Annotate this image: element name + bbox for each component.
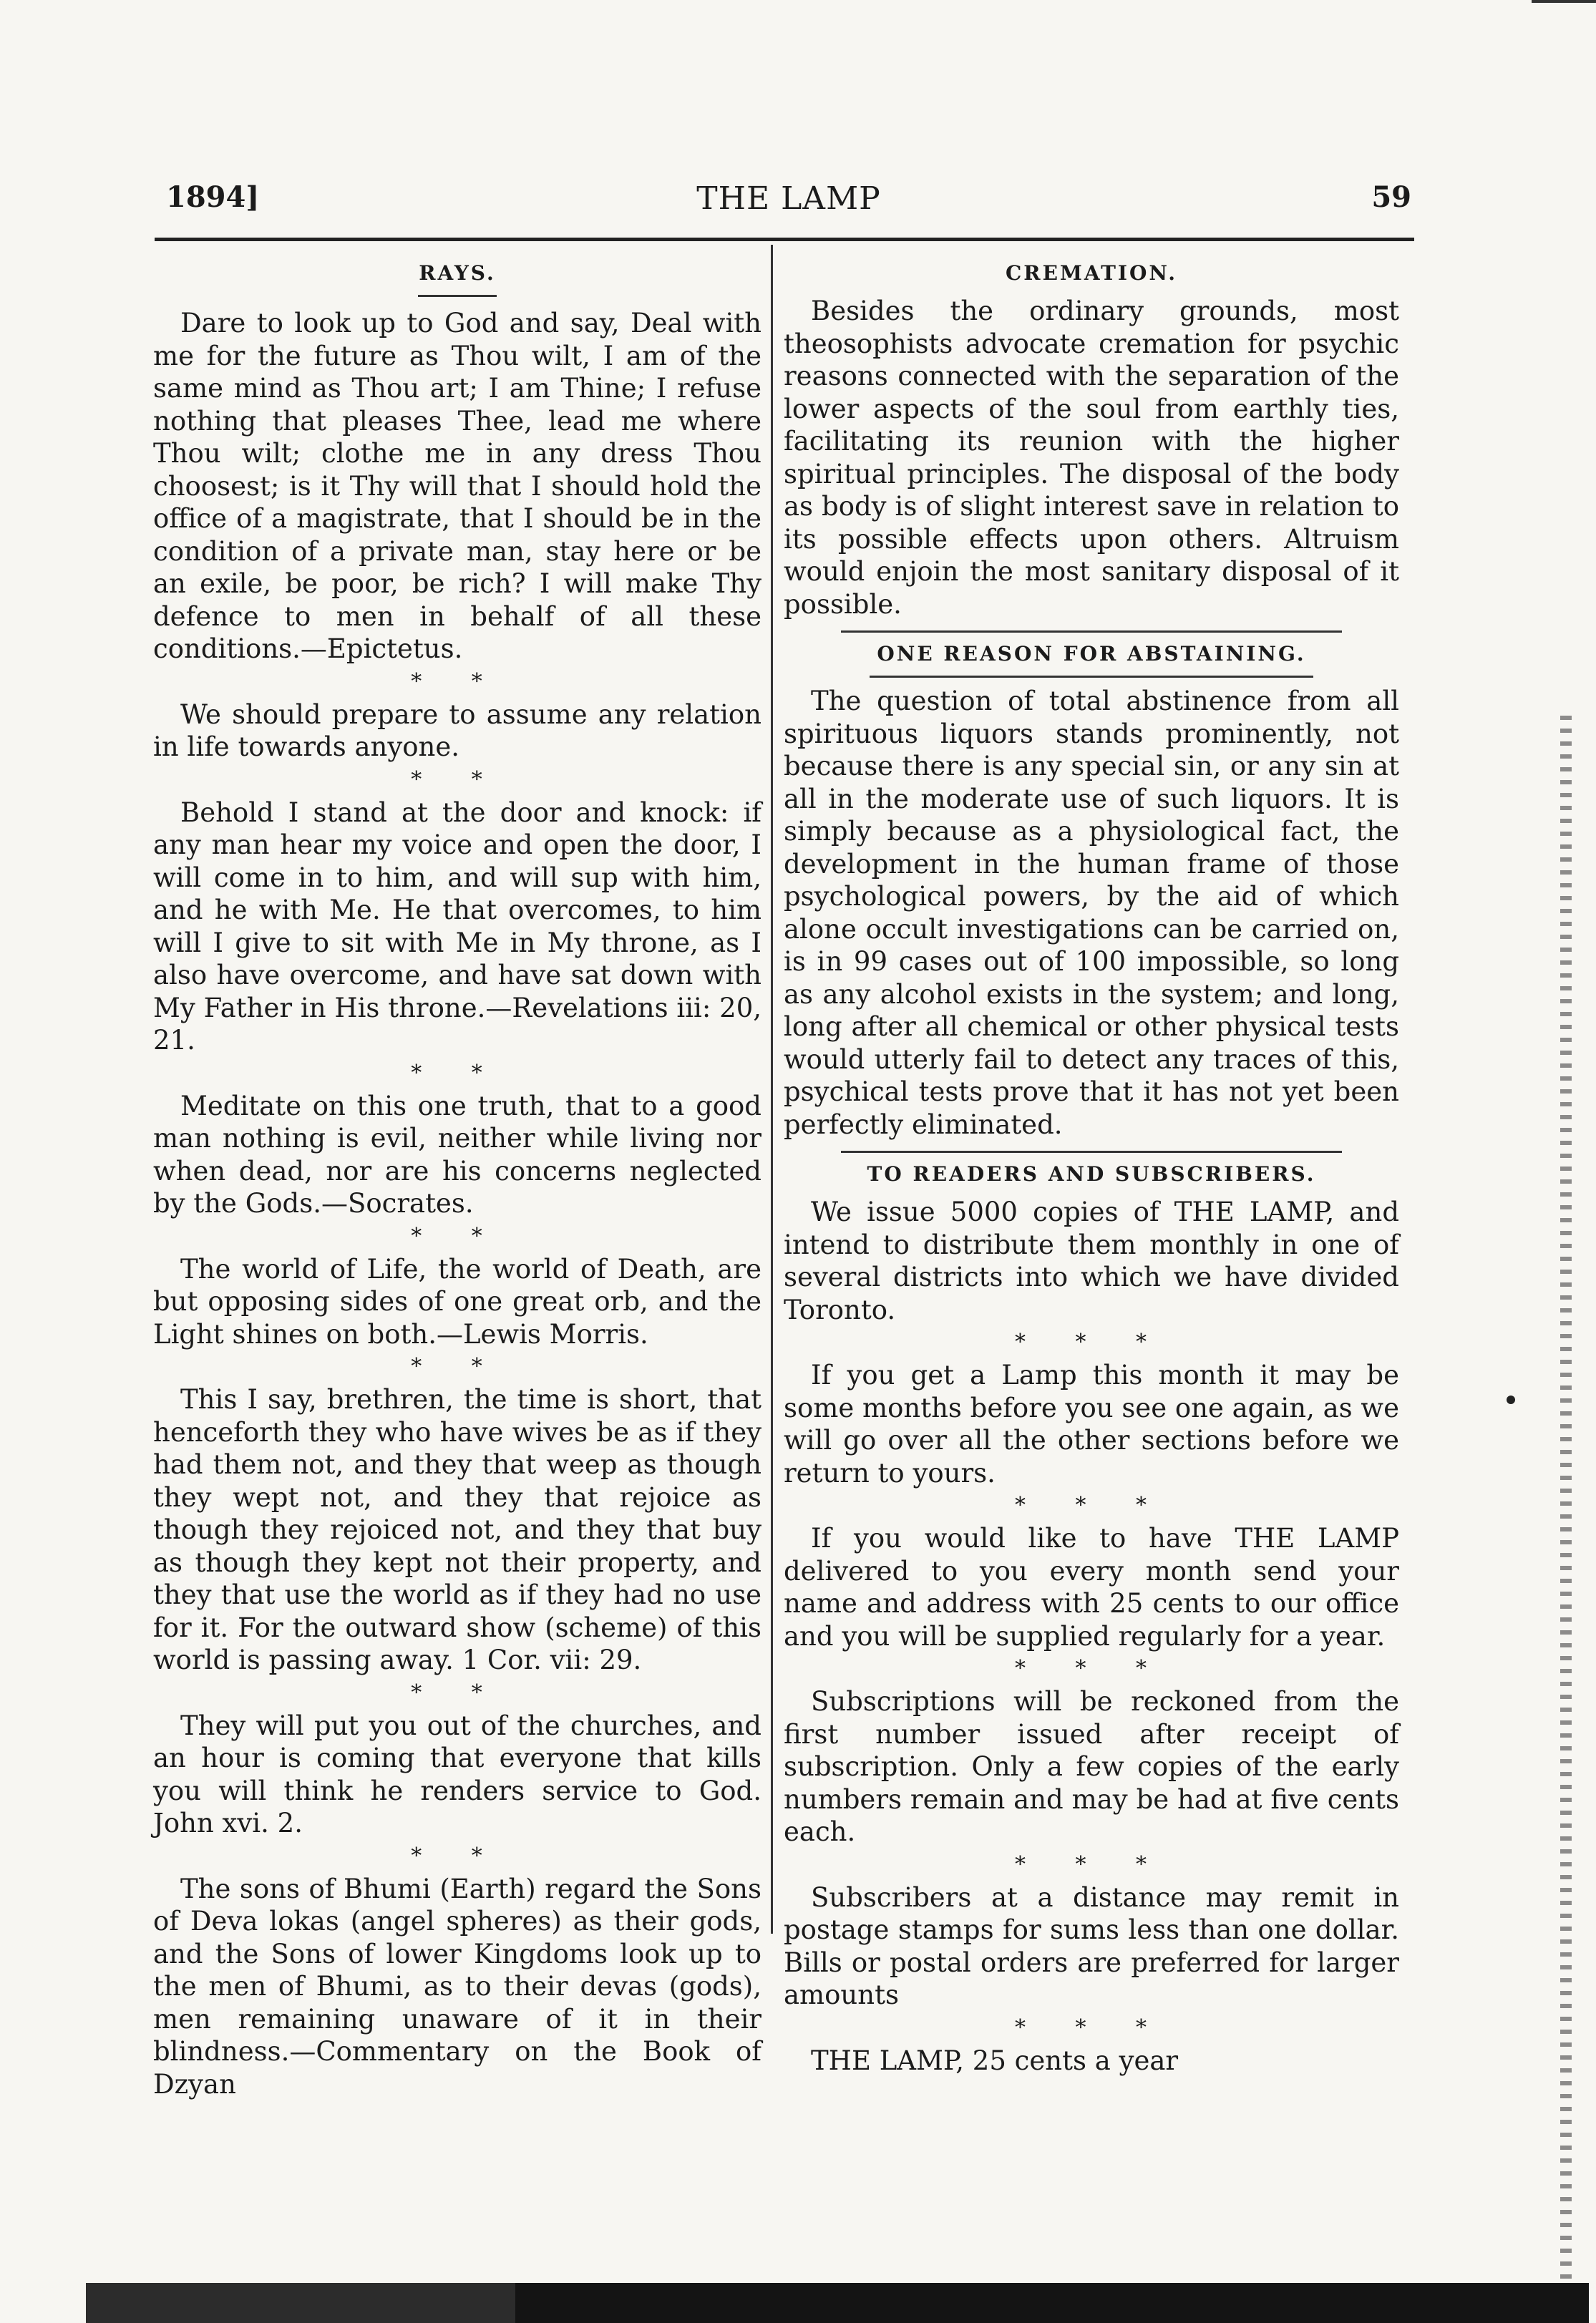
quote-epictetus: Dare to look up to God and say, Deal with me for the future as Thou wilt, I am of the same mind as Thou art; I am Thine; I refuse nothing that pleases Thee, lead me where Thou wilt; clothe me in any dress Thou choosest; is it Thy will that I should hold the office of a magistrate, that I should be in the condition of a private man, stay here or be an exile, be poor, be rich? I will make Thy defence to men in behalf of all these conditions.—Epictetus. [153,308,761,664]
heading-rule [418,295,497,297]
page-number: 59 [1371,180,1411,214]
header-rule [155,238,1414,241]
quote-corinthians: This I say, brethren, the time is short, that henceforth they who have wives be as if they had them not, and they that weep as though they wept not, and they that rejoice as though they rejoiced not, and they that buy as though they kept not their property, and they that use the world as if they had no use for it. For the outward show (scheme) of this world is passing away. 1 Cor. vii: 29. [153,1384,761,1675]
section-rule [841,1151,1342,1153]
scan-edge-tick [1532,0,1596,3]
abstaining-text: The question of total abstinence from all spirituous liquors stands prominently, not because there is any special sin, or any sin at all in the moderate use of such liquors. It is simply because as a physiological fact, the development in the human frame of those psychological powers, by the aid of which alone occult investigations can be carried on, is in 99 cases out of 100 impossible, so long as any alcohol exists in the system; and long, long after all chemical or other physical tests would utterly fail to detect any traces of this, psychical tests prove that it has not yet been perfectly eliminated. [784,686,1399,1140]
quote-dzyan: The sons of Bhumi (Earth) regard the Sons of Deva lokas (angel spheres) as their gods, and the Sons of lower Kingdoms look up to the men of Bhumi, as to their devas (gods), men remaining unaware of it in their blindness.—Commentary on the Book of Dzyan [153,1873,761,2100]
scan-edge-noise [1560,716,1572,2290]
separator-stars: * * * [1014,1330,1169,1355]
separator-stars: * * * [1014,1656,1169,1681]
abstaining-heading: ONE REASON FOR ABSTAINING. [877,642,1306,666]
quote-lewis-morris: The world of Life, the world of Death, are but opposing sides of one great orb, and the Light shines on both.—Lewis Morris. [153,1253,761,1350]
heading-rule [870,676,1313,678]
header-year: 1894] [166,180,260,214]
scan-bottom-bar [86,2283,1589,2323]
separator-stars: * * [411,1354,504,1379]
separator-stars: * * [411,1680,504,1705]
stray-ink-dot [1507,1396,1515,1404]
column-divider [771,245,773,1934]
separator-stars: * * * [1014,2015,1169,2040]
separator-stars: * * * [1014,1493,1169,1518]
cremation-text: Besides the ordinary grounds, most theosophists advocate cremation for psychic reasons connected with the separation of the lower aspects of the soul from earthly ties, facilitating its reunion with the higher spiritual principles. The disposal of the body as body is of slight interest save in relation to its possible effects upon others. Altruism would enjoin the most sanitary disposal of it possible. [784,296,1399,620]
section-rule [841,630,1342,633]
right-column [784,259,1399,2077]
rays-heading: RAYS. [419,261,496,285]
readers-heading: TO READERS AND SUBSCRIBERS. [867,1162,1316,1186]
separator-stars: * * [411,1223,504,1249]
separator-stars: * * * [1014,1851,1169,1877]
page-header [166,180,1411,223]
quote-socrates: Meditate on this one truth, that to a good man nothing is evil, neither while living nor when dead, nor are his concerns neglected by the Gods.—Socrates. [153,1090,761,1219]
header-title: THE LAMP [696,180,881,217]
left-column [153,259,761,2100]
separator-stars: * * [411,668,504,694]
readers-paragraph: If you get a Lamp this month it may be some months before you see one again, as we will go over all the other sections before we return to yours. [784,1360,1399,1489]
cremation-heading: CREMATION. [1006,261,1177,285]
separator-stars: * * [411,1060,504,1086]
quote-john: They will put you out of the churches, and an hour is coming that everyone that kills you will think he renders service to God. John xvi. 2. [153,1710,761,1839]
readers-paragraph: Subscriptions will be reckoned from the first number issued after receipt of subscription. Only a few copies of the early numbers remain and may be had at five cents each. [784,1686,1399,1847]
readers-paragraph: If you would like to have THE LAMP delivered to you every month send your name and address with 25 cents to our office and you will be supplied regularly for a year. [784,1523,1399,1652]
readers-paragraph: Subscribers at a distance may remit in postage stamps for sums less than one dollar. Bills or postal orders are preferred for larger amounts [784,1881,1399,2010]
scan-bar-shade [86,2283,515,2323]
separator-stars: * * [411,766,504,792]
quote-revelations: Behold I stand at the door and knock: if any man hear my voice and open the door, I will come in to him, and will sup with him, and he with Me. He that overcomes, to him will I give to sit with Me in My throne, as I also have overcome, and have sat down with My Father in His throne.—Revelations iii: 20, 21. [153,797,761,1056]
separator-stars: * * [411,1843,504,1869]
quote-relation: We should prepare to assume any relation in life towards anyone. [153,698,761,762]
readers-paragraph: We issue 5000 copies of THE LAMP, and intend to distribute them monthly in one of several districts into which we have divided Toronto. [784,1197,1399,1325]
subscription-price-line: THE LAMP, 25 cents a year [811,2045,1179,2076]
